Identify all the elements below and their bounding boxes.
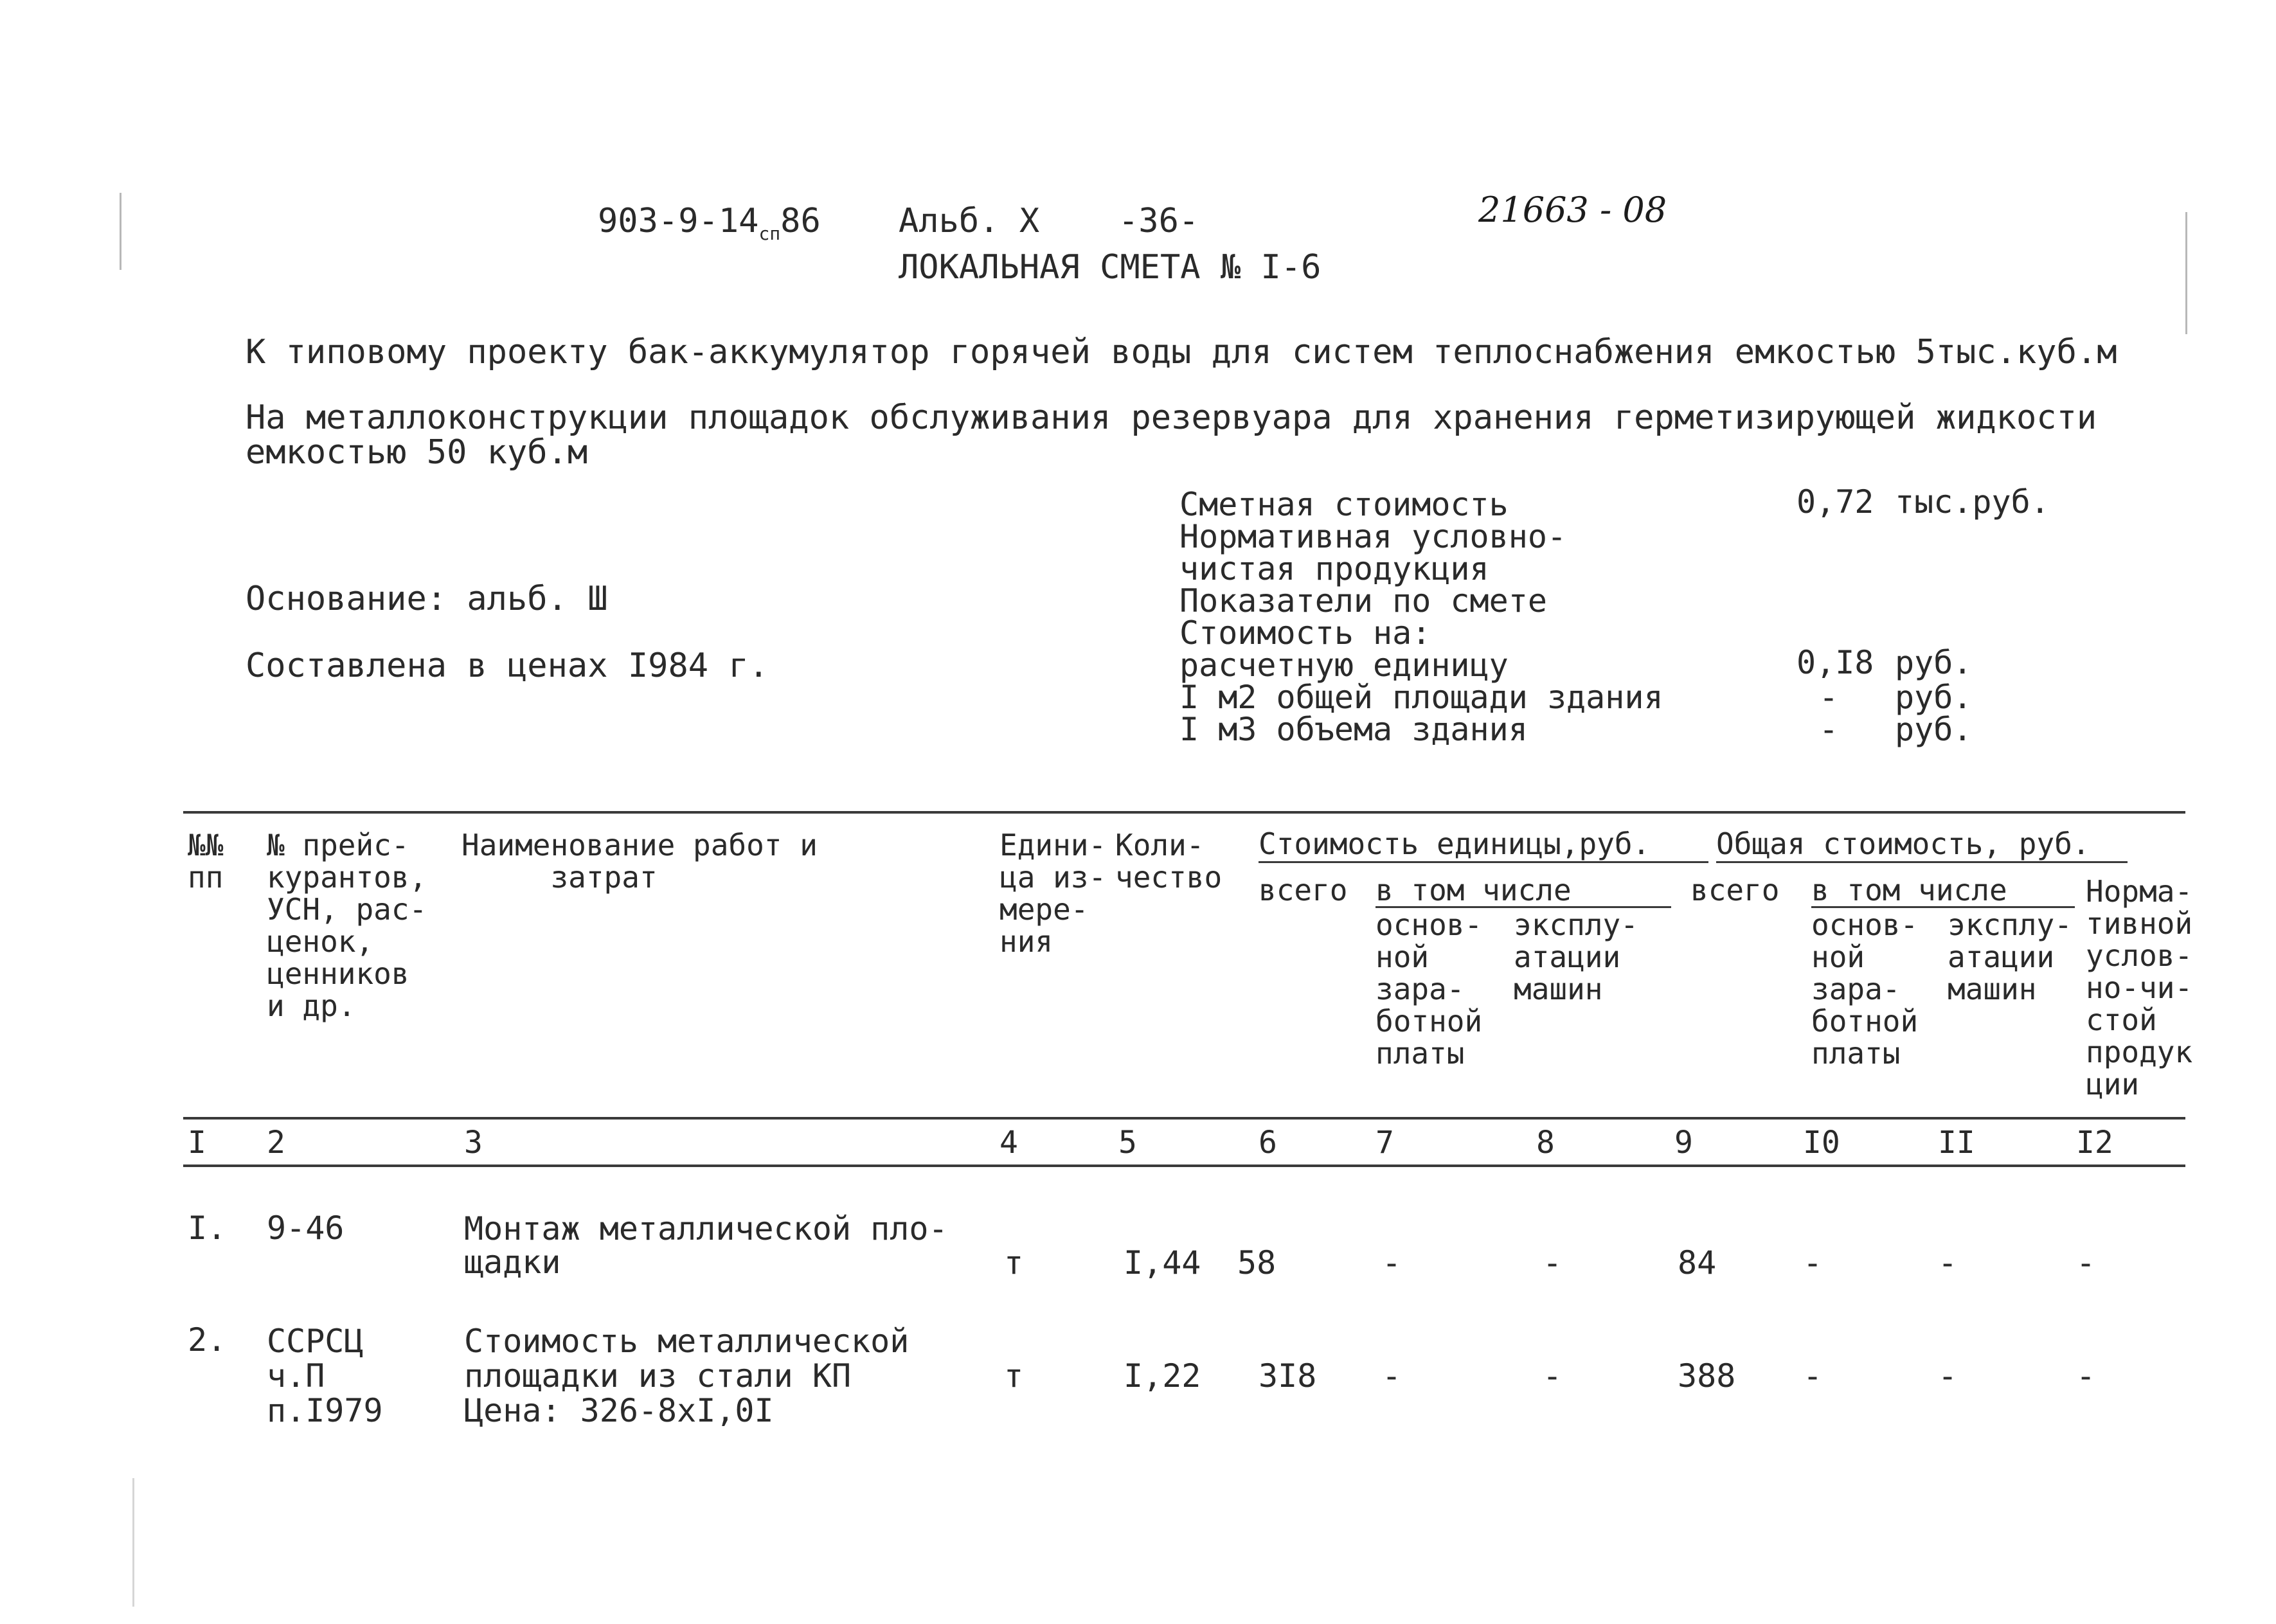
row-2-unit: т	[1004, 1357, 1024, 1395]
row-1-total: 84	[1678, 1244, 1717, 1281]
col-header-unit-machines: эксплу- атации машин	[1514, 907, 1638, 1006]
col-header-number: №№ пп	[188, 828, 224, 895]
archive-number: 21663 - 08	[1478, 190, 1667, 230]
row-2-total: 388	[1678, 1357, 1736, 1395]
col-number: 2	[267, 1125, 285, 1161]
col-number: I2	[2076, 1125, 2113, 1161]
row-2-quantity: I,22	[1124, 1357, 1201, 1395]
col-header-work-name: Наименование работ и затрат	[461, 828, 818, 895]
col-number: 9	[1674, 1125, 1693, 1161]
object-line-2: емкостью 50 куб.м	[246, 433, 588, 472]
row-2-total-machines: -	[1938, 1357, 1958, 1395]
col-header-total-machines: эксплу- атации машин	[1948, 907, 2072, 1006]
row-2-code: ССРСЦ ч.П п.I979	[267, 1323, 383, 1429]
col-header-unit-total: всего	[1259, 873, 1348, 907]
estimated-cost-unit: тыс.руб.	[1895, 483, 2050, 521]
estimated-cost-label: Сметная стоимость	[1179, 486, 1509, 523]
row-1-unit-wages: -	[1382, 1244, 1402, 1281]
normative-label-2: чистая продукция	[1179, 550, 1489, 587]
col-number: I0	[1803, 1125, 1840, 1161]
col-number: 3	[464, 1125, 483, 1161]
project-line: К типовому проекту бак-аккумулятор горячей воды для систем теплоснабжения емкостью 5тыс.куб.м	[246, 333, 2117, 371]
document-code: $903-9-14_{сп}86$	[598, 202, 821, 244]
col-header-total-wages: основ- ной зара- ботной платы	[1811, 907, 1919, 1071]
col-number: 6	[1259, 1125, 1277, 1161]
total-in-that-label: в том числе	[1811, 873, 2007, 907]
row-2-unit-machines: -	[1543, 1357, 1563, 1395]
per-unit-unit: руб.	[1895, 644, 1973, 681]
col-header-normative: Норма- тивной услов- но-чи- стой продук ции	[2086, 874, 2193, 1102]
normative-label-1: Нормативная условно-	[1179, 518, 1567, 555]
col-number: II	[1938, 1125, 1975, 1161]
row-2-normative: -	[2076, 1357, 2096, 1395]
total-cost-underline	[1716, 861, 2128, 863]
object-line-1: На металлоконструкции площадок обслуживания резервуара для хранения герметизирующей жидкости	[246, 398, 2097, 437]
per-m2-label: I м2 общей площади здания	[1179, 679, 1663, 716]
row-1-normative: -	[2076, 1244, 2096, 1281]
col-header-quantity: Коли- чество	[1115, 828, 1223, 895]
document-title: ЛОКАЛЬНАЯ СМЕТА № I-6	[899, 248, 1322, 287]
col-header-total: всего	[1690, 873, 1780, 907]
col-header-price-list: № прейс- курантов, УСН, рас- ценок, ценников и др.	[267, 828, 427, 1023]
scan-margin-mark	[132, 1478, 134, 1607]
per-m2-unit: руб.	[1895, 679, 1973, 716]
col-number: 8	[1536, 1125, 1555, 1161]
row-1-code: 9-46	[267, 1209, 345, 1247]
row-1-number: I.	[188, 1209, 227, 1247]
row-1-quantity: I,44	[1124, 1244, 1201, 1281]
prices-line: Составлена в ценах I984 г.	[246, 647, 769, 685]
per-unit-label: расчетную единицу	[1179, 647, 1509, 684]
column-numbers-rule	[183, 1164, 2185, 1167]
col-number: 5	[1118, 1125, 1137, 1161]
cost-per-label: Стоимость на:	[1179, 614, 1431, 652]
row-1-unit-machines: -	[1543, 1244, 1563, 1281]
row-2-unit-wages: -	[1382, 1357, 1402, 1395]
row-1-unit: т	[1004, 1244, 1024, 1281]
row-1-unit-total: 58	[1237, 1244, 1277, 1281]
col-number: 7	[1375, 1125, 1394, 1161]
per-m3-value: -	[1819, 711, 1839, 748]
scan-margin-mark	[120, 193, 121, 270]
per-m3-label: I м3 объема здания	[1179, 711, 1528, 748]
row-2-number: 2.	[188, 1321, 227, 1359]
basis-line: Основание: альб. Ш	[246, 580, 608, 618]
scan-margin-mark	[2185, 212, 2187, 334]
col-number: I	[188, 1125, 206, 1161]
page-number: -36-	[1118, 202, 1199, 240]
row-2-total-wages: -	[1803, 1357, 1823, 1395]
table-top-rule	[183, 811, 2185, 814]
row-1-name: Монтаж металлической пло- щадки	[464, 1210, 948, 1281]
col-header-unit-wages: основ- ной зара- ботной платы	[1375, 907, 1483, 1071]
indicators-label: Показатели по смете	[1179, 582, 1547, 620]
unit-cost-underline	[1259, 861, 1708, 863]
col-number: 4	[999, 1125, 1018, 1161]
row-1-total-machines: -	[1938, 1244, 1958, 1281]
table-header-rule	[183, 1117, 2185, 1120]
row-2-name: Стоимость металлической площадки из стали КП Цена: 326-8хI,0I	[464, 1323, 910, 1429]
per-unit-value: 0,I8	[1797, 644, 1874, 681]
row-1-total-wages: -	[1803, 1244, 1823, 1281]
estimated-cost-value: 0,72	[1797, 483, 1874, 521]
row-2-unit-total: 3I8	[1259, 1357, 1317, 1395]
per-m2-value: -	[1819, 679, 1839, 716]
album-label: Альб. Х	[899, 202, 1040, 240]
per-m3-unit: руб.	[1895, 711, 1973, 748]
unit-in-that-label: в том числе	[1375, 873, 1572, 907]
col-header-unit: Едини- ца из- мере- ния	[999, 828, 1107, 959]
group-header-unit-cost: Стоимость единицы,руб.	[1259, 826, 1651, 861]
group-header-total-cost: Общая стоимость, руб.	[1716, 826, 2090, 861]
